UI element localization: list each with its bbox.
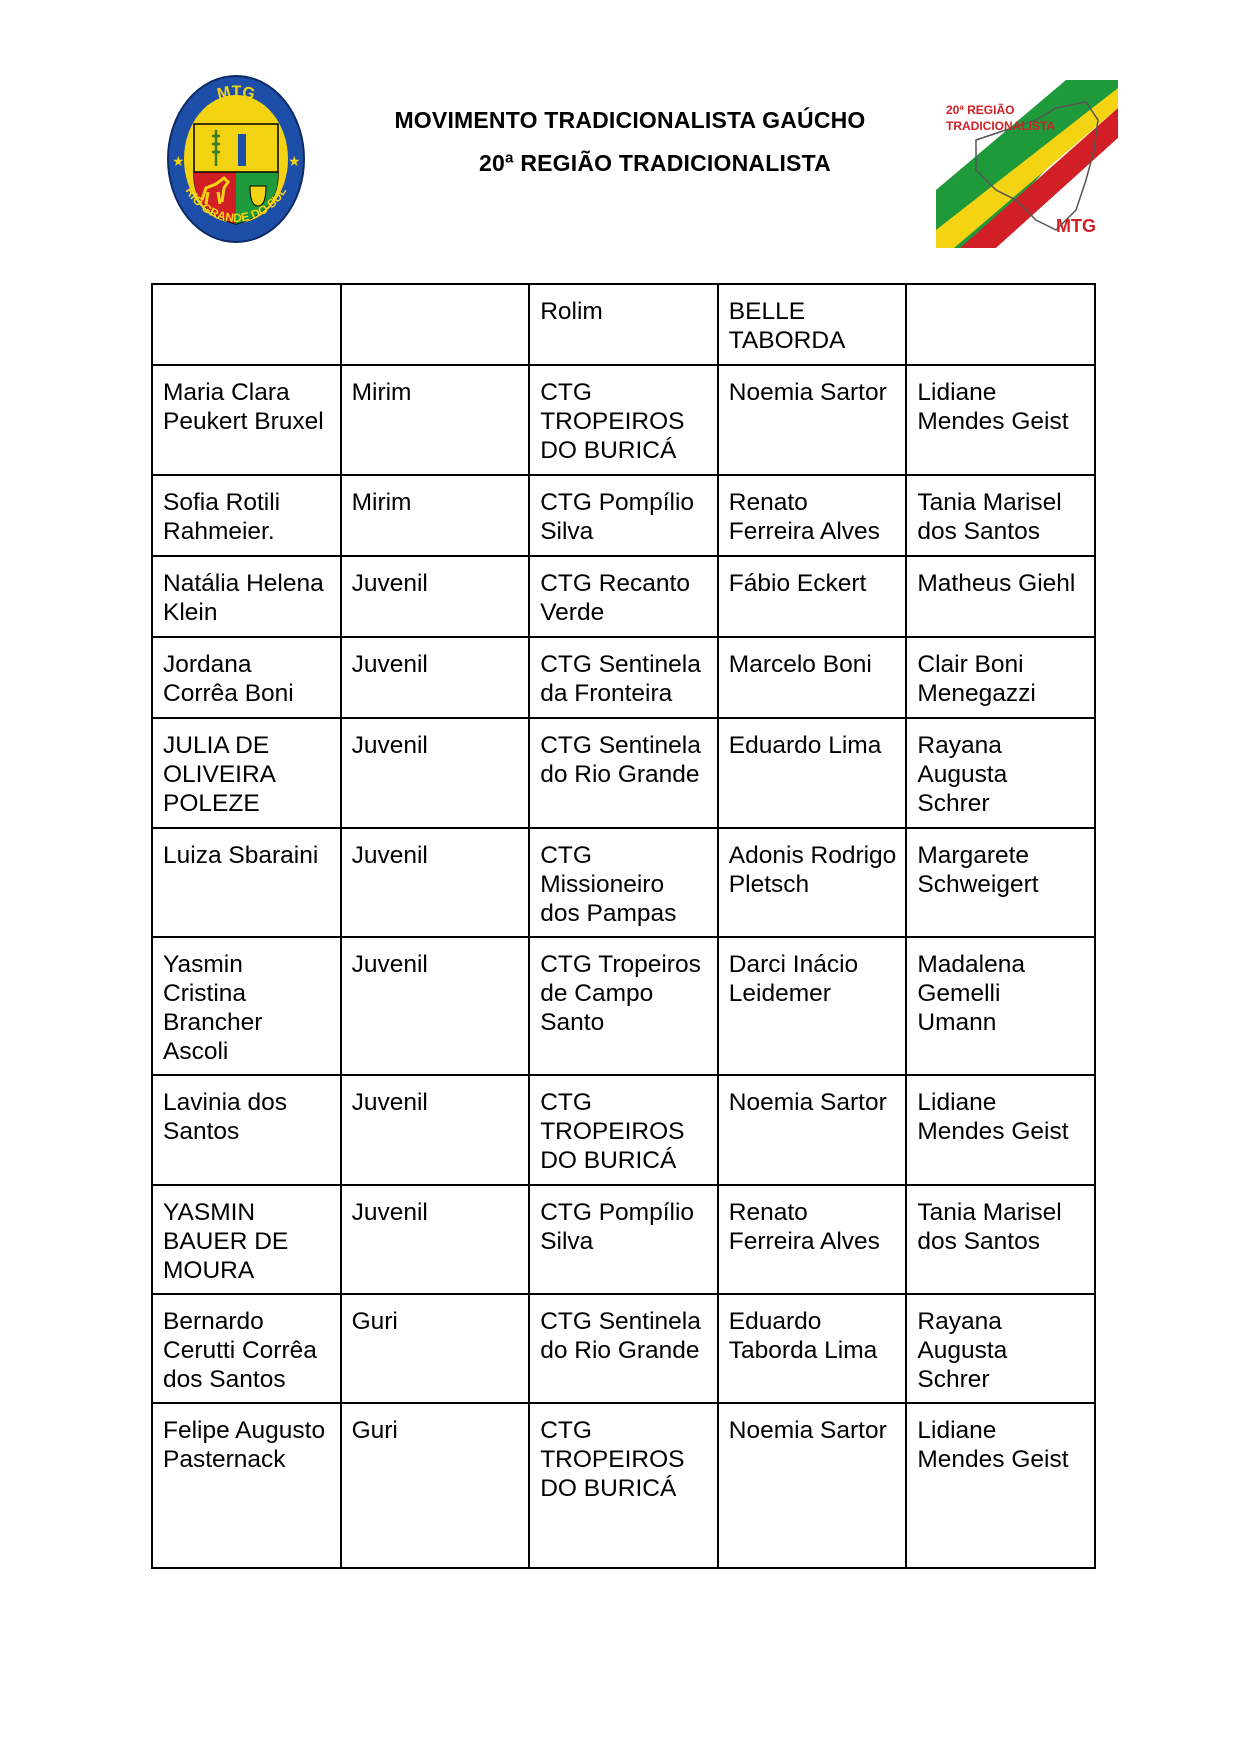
regiao-logo-mtg: MTG <box>1056 216 1096 236</box>
table-cell: Eduardo Lima <box>718 718 907 828</box>
table-cell: Tania Marisel dos Santos <box>906 475 1095 556</box>
emblem-top-text: MTG <box>215 83 257 104</box>
table-cell: Lavinia dos Santos <box>152 1075 341 1185</box>
table-cell: Mirim <box>341 365 530 475</box>
table-cell: Juvenil <box>341 637 530 718</box>
table-cell: Madalena Gemelli Umann <box>906 937 1095 1075</box>
table-cell: CTG Pompílio Silva <box>529 475 718 556</box>
table-cell: Rayana Augusta Schrer <box>906 1294 1095 1403</box>
table-cell: CTG TROPEIROS DO BURICÁ <box>529 365 718 475</box>
table-cell: BELLE TABORDA <box>718 284 907 365</box>
table-cell: Juvenil <box>341 828 530 937</box>
table-cell: Guri <box>341 1294 530 1403</box>
table-cell: Lidiane Mendes Geist <box>906 1075 1095 1185</box>
table-cell: Guri <box>341 1403 530 1568</box>
table-cell: Juvenil <box>341 1185 530 1294</box>
table-cell: Noemia Sartor <box>718 1403 907 1568</box>
table-cell: Maria Clara Peukert Bruxel <box>152 365 341 475</box>
mtg-emblem-logo <box>166 74 306 244</box>
table-cell: Fábio Eckert <box>718 556 907 637</box>
table-cell: Juvenil <box>341 556 530 637</box>
svg-text:★: ★ <box>288 154 301 170</box>
regiao-logo-text1: 20ª REGIÃO <box>946 103 1015 117</box>
table-row <box>152 1294 1095 1403</box>
table-cell <box>906 284 1095 365</box>
table-cell: Sofia Rotili Rahmeier. <box>152 475 341 556</box>
table-cell: Margarete Schweigert <box>906 828 1095 937</box>
header-title-line2: 20ª REGIÃO TRADICIONALISTA <box>479 150 831 176</box>
table-row <box>152 284 1095 365</box>
table-cell: Yasmin Cristina Brancher Ascoli <box>152 937 341 1075</box>
table-row <box>152 937 1095 1075</box>
table-cell: YASMIN BAUER DE MOURA <box>152 1185 341 1294</box>
table-cell <box>152 284 341 365</box>
table-cell: Marcelo Boni <box>718 637 907 718</box>
table-cell: Jordana Corrêa Boni <box>152 637 341 718</box>
emblem-bottom-text: RIO GRANDE DO SUL <box>182 184 290 225</box>
table-cell: Juvenil <box>341 1075 530 1185</box>
regiao-map-logo <box>936 80 1118 248</box>
table-cell: CTG Tropeiros de Campo Santo <box>529 937 718 1075</box>
table-cell: CTG TROPEIROS DO BURICÁ <box>529 1075 718 1185</box>
page-header <box>0 0 1242 260</box>
table-cell: CTG Sentinela do Rio Grande <box>529 1294 718 1403</box>
table-cell: Adonis Rodrigo Pletsch <box>718 828 907 937</box>
table-row <box>152 637 1095 718</box>
table-cell: Noemia Sartor <box>718 1075 907 1185</box>
table-cell: JULIA DE OLIVEIRA POLEZE <box>152 718 341 828</box>
table-cell: Bernardo Cerutti Corrêa dos Santos <box>152 1294 341 1403</box>
table-cell: Renato Ferreira Alves <box>718 1185 907 1294</box>
table-cell: Renato Ferreira Alves <box>718 475 907 556</box>
regiao-logo-text2: TRADICIONALISTA <box>946 119 1056 133</box>
table-cell: Noemia Sartor <box>718 365 907 475</box>
table-cell: Lidiane Mendes Geist <box>906 365 1095 475</box>
table-cell <box>341 284 530 365</box>
table-cell: Eduardo Taborda Lima <box>718 1294 907 1403</box>
table-row <box>152 1403 1095 1568</box>
table-cell: Rolim <box>529 284 718 365</box>
table-cell: Clair Boni Menegazzi <box>906 637 1095 718</box>
table-cell: Darci Inácio Leidemer <box>718 937 907 1075</box>
table-cell: Lidiane Mendes Geist <box>906 1403 1095 1568</box>
table-cell: CTG Recanto Verde <box>529 556 718 637</box>
table-cell: Natália Helena Klein <box>152 556 341 637</box>
table-cell: CTG TROPEIROS DO BURICÁ <box>529 1403 718 1568</box>
table-cell: Tania Marisel dos Santos <box>906 1185 1095 1294</box>
table-cell: CTG Pompílio Silva <box>529 1185 718 1294</box>
participants-table-body <box>152 284 1095 1568</box>
table-row <box>152 475 1095 556</box>
table-row <box>152 828 1095 937</box>
participants-table <box>151 283 1096 1569</box>
table-row <box>152 556 1095 637</box>
table-cell: Juvenil <box>341 937 530 1075</box>
table-cell: Mirim <box>341 475 530 556</box>
table-cell: CTG Sentinela do Rio Grande <box>529 718 718 828</box>
table-cell: Juvenil <box>341 718 530 828</box>
table-cell: Luiza Sbaraini <box>152 828 341 937</box>
table-row <box>152 365 1095 475</box>
table-cell: CTG Sentinela da Fronteira <box>529 637 718 718</box>
table-cell: Rayana Augusta Schrer <box>906 718 1095 828</box>
table-cell: Felipe Augusto Pasternack <box>152 1403 341 1568</box>
svg-text:★: ★ <box>172 154 185 170</box>
table-cell: Matheus Giehl <box>906 556 1095 637</box>
table-row <box>152 1075 1095 1185</box>
table-row <box>152 718 1095 828</box>
table-row <box>152 1185 1095 1294</box>
table-cell: CTG Missioneiro dos Pampas <box>529 828 718 937</box>
header-title-line1: MOVIMENTO TRADICIONALISTA GAÚCHO <box>394 107 866 133</box>
